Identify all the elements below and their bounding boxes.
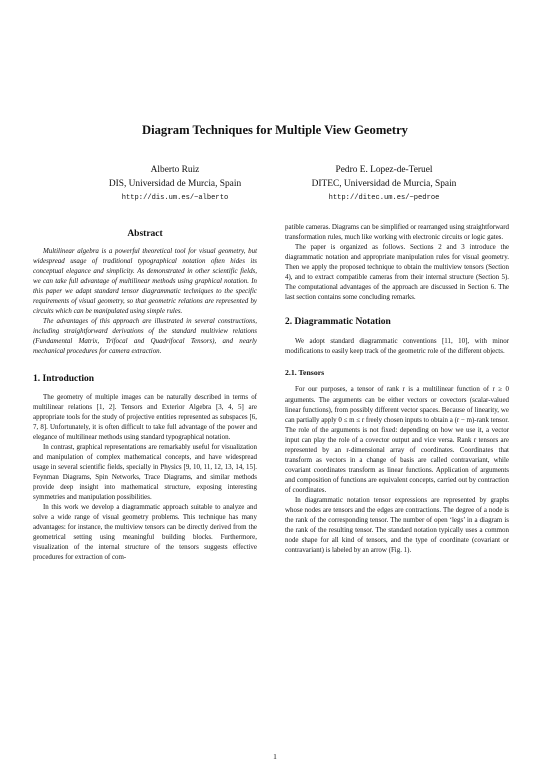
body-paragraph: In this work we develop a diagrammatic approach suitable to analyze and solve a wide range of visual geometry problems. This technique has many advantages: for instance, the multiview tensors can be directly derived from the geometrical setting using meaningful building blocks. Furthermore, visualization of the internal structure of the tensors suggests effective procedures for extraction of com- <box>33 503 257 562</box>
body-paragraph: In contrast, graphical representations are remarkably useful for visualization and manipulation of complex mathematical concepts, and have widespread usage in several scientific fields, specially in Physics [9, 10, 11, 12, 13, 14, 15]. Feynman Diagrams, Spin Networks, Trace Diagrams, and similar methods provide deep insight into mathematical structure, exposing interesting symmetries and manipulation possibilities. <box>33 442 257 501</box>
author-block-2 <box>279 164 489 206</box>
subsection-heading-tensors: 2.1. Tensors <box>285 368 325 378</box>
author-url: http://ditec.um.es/~pedroe <box>328 194 440 203</box>
author-name: Alberto Ruiz <box>150 165 200 175</box>
paper-title: Diagram Techniques for Multiple View Geometry <box>142 123 408 137</box>
section-heading-diagrammatic-notation: 2. Diagrammatic Notation <box>285 317 391 328</box>
right-column <box>285 222 509 555</box>
body-paragraph: In diagrammatic notation tensor expressions are represented by graphs whose nodes are tensors and the edges are contractions. The degree of a node is the rank of the corresponding tensor. The number of open ‘legs’ in a diagram is the rank of the resulting tensor. The standard notation typically uses a common node shape for all kind of tensors, and the type of coordinate (covariant or contravariant) is labeled by an arrow (Fig. 1). <box>285 495 509 555</box>
left-column <box>33 228 257 562</box>
body-paragraph: We adopt standard diagrammatic conventions [11, 10], with minor modifications to easily keep track of the geometric role of the different objects. <box>285 337 509 356</box>
body-paragraph: For our purposes, a tensor of rank r is a multilinear function of r ≥ 0 arguments. The arguments can be either vectors or covectors (scalar-valued linear functions), from possibly different vector spaces. Because of linearity, we can partially apply 0 ≤ m ≤ r freely chosen inputs to obtain a (r − m)-rank tensor. The role of the arguments is not fixed: depending on how we use it, a vector input can play the role of a covector output and vice versa. Rank r tensors are represented by an r-dimensional array of coordinates. Coordinates that transform as vectors in a change of basis are called contravariant, while covariant coordinates transform as linear functions. Application of arguments and composition of functions are equivalent concepts, carried out by contraction of coordinates. <box>285 385 509 494</box>
page-number: 1 <box>273 752 277 761</box>
author-url: http://dis.um.es/~alberto <box>121 194 229 203</box>
author-name: Pedro E. Lopez-de-Teruel <box>335 165 433 175</box>
body-paragraph: patible cameras. Diagrams can be simplified or rearranged using straightforward transformation rules, much like working with electronic circuits or logic gates. <box>285 223 509 242</box>
body-paragraph: The paper is organized as follows. Sections 2 and 3 introduce the diagrammatic notation and appropriate manipulation rules for visual geometry. Then we apply the proposed technique to obtain the multiview tensors (Section 4), and to extract compatible cameras from their internal structure (Section 5). The computational advantages of the approach are discussed in Section 6. The last section contains some concluding remarks. <box>285 243 509 302</box>
abstract-paragraph: Multilinear algebra is a powerful theoretical tool for visual geometry, but widespread usage of traditional typographical notation often hides its conceptual elegance and simplicity. As demonstrated in other scientific fields, we can take full advantage of multilinear methods using graphical notation. In this paper we adapt standard tensor diagrammatic techniques to the specific requirements of visual geometry, so that geometric relations are represented by circuits which can be manipulated using simple rules. <box>33 247 257 316</box>
abstract-heading: Abstract <box>127 229 163 239</box>
author-affiliation: DITEC, Universidad de Murcia, Spain <box>311 178 457 189</box>
author-block-1 <box>70 164 280 206</box>
abstract-paragraph: The advantages of this approach are illustrated in several constructions, including straightforward derivations of the standard multiview relations (Fundamental Matrix, Trifocal and Quadrifocal Tensors), and nearly mechanical procedures for camera extraction. <box>33 317 257 356</box>
body-paragraph: The geometry of multiple images can be naturally described in terms of multilinear relations [1, 2]. Tensors and Exterior Algebra [3, 4, 5] are appropriate tools for the study of projective entities represented as subspaces [6, 7, 8]. Unfortunately, it is often difficult to take full advantage of the power and elegance of multilinear methods using standard typographical notation. <box>33 392 257 441</box>
section-heading-introduction: 1. Introduction <box>33 373 95 384</box>
author-affiliation: DIS, Universidad de Murcia, Spain <box>108 178 242 189</box>
